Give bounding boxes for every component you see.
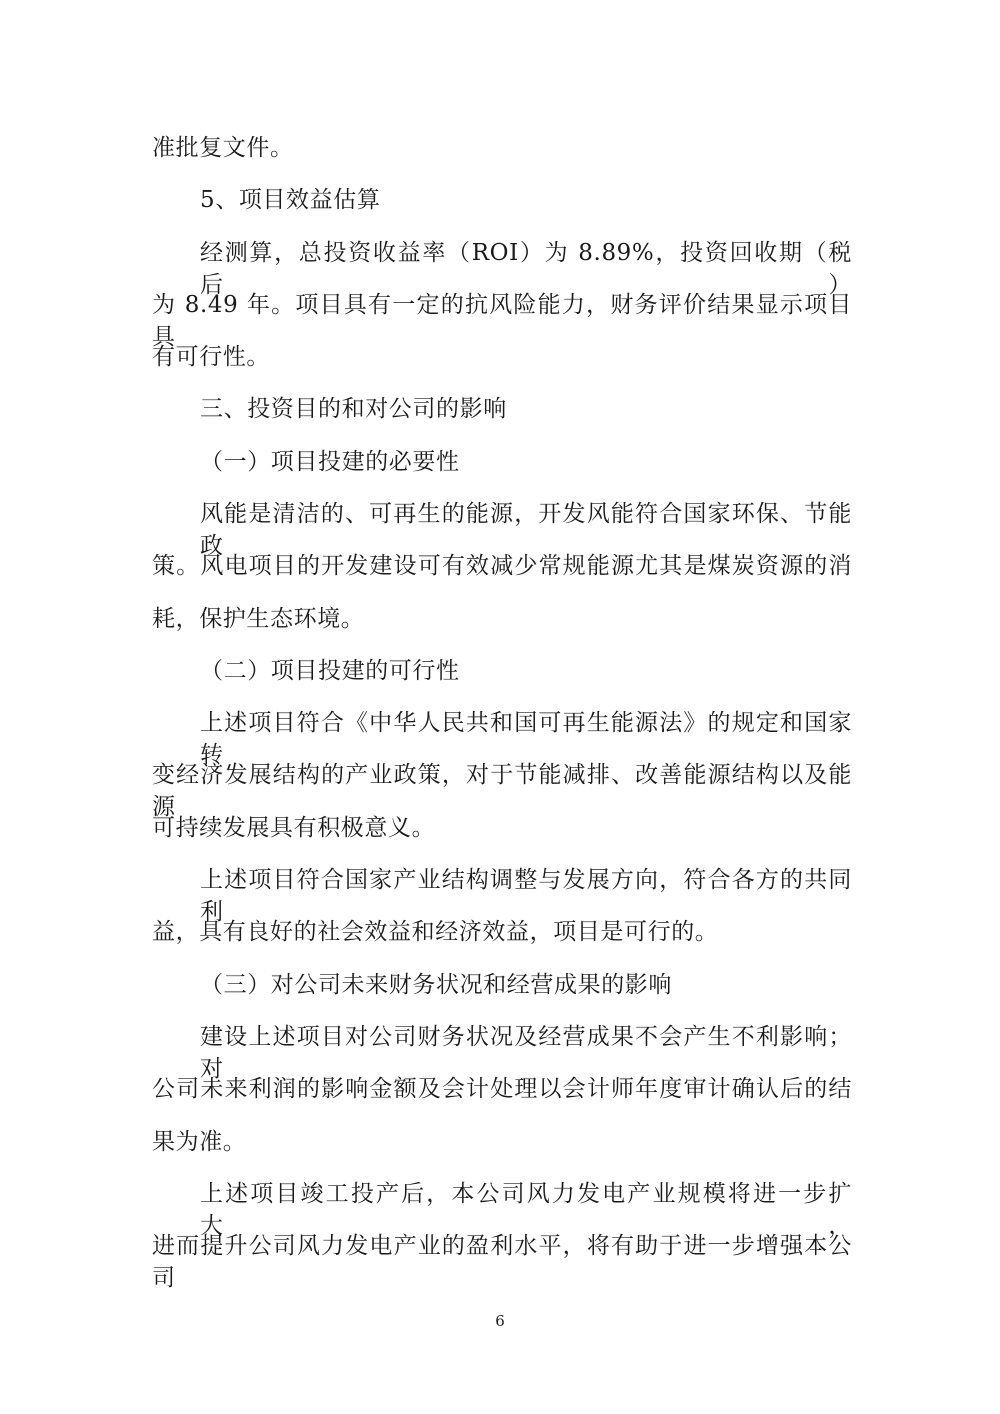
text-line: 进而提升公司风力发电产业的盈利水平，将有助于进一步增强本公司 [152, 1233, 852, 1291]
subsection-heading: （三）对公司未来财务状况和经营成果的影响 [200, 972, 672, 998]
text-line: 有可行性。 [152, 344, 270, 370]
text-line: 益，具有良好的社会效益和经济效益，项目是可行的。 [152, 919, 719, 945]
page-number: 6 [495, 1312, 505, 1330]
text-line: 建设上述项目对公司财务状况及经营成果不会产生不利影响；对 [200, 1024, 852, 1082]
text-line: 经测算，总投资收益率（ROI）为 8.89%，投资回收期（税后） [200, 240, 852, 298]
text-line: 变经济发展结构的产业政策，对于节能减排、改善能源结构以及能源 [152, 762, 852, 820]
section-heading: 5、项目效益估算 [200, 187, 381, 213]
text-line: 公司未来利润的影响金额及会计处理以会计师年度审计确认后的结 [152, 1076, 852, 1102]
text-line: 果为准。 [152, 1129, 247, 1155]
text-line: 上述项目符合《中华人民共和国可再生能源法》的规定和国家转 [200, 710, 852, 768]
subsection-heading: （二）项目投建的可行性 [200, 658, 460, 684]
text-line: 风能是清洁的、可再生的能源，开发风能符合国家环保、节能政 [200, 501, 852, 559]
text-line: 为 8.49 年。项目具有一定的抗风险能力，财务评价结果显示项目具 [152, 292, 852, 350]
text-line: 准批复文件。 [152, 135, 294, 161]
text-line: 上述项目符合国家产业结构调整与发展方向，符合各方的共同利 [200, 867, 852, 925]
text-line: 策。风电项目的开发建设可有效减少常规能源尤其是煤炭资源的消 [152, 553, 852, 579]
subsection-heading: （一）项目投建的必要性 [200, 449, 460, 475]
text-line: 上述项目竣工投产后，本公司风力发电产业规模将进一步扩大， [200, 1181, 852, 1239]
text-line: 耗，保护生态环境。 [152, 606, 365, 632]
text-line: 可持续发展具有积极意义。 [152, 815, 436, 841]
section-heading: 三、投资目的和对公司的影响 [200, 396, 507, 422]
